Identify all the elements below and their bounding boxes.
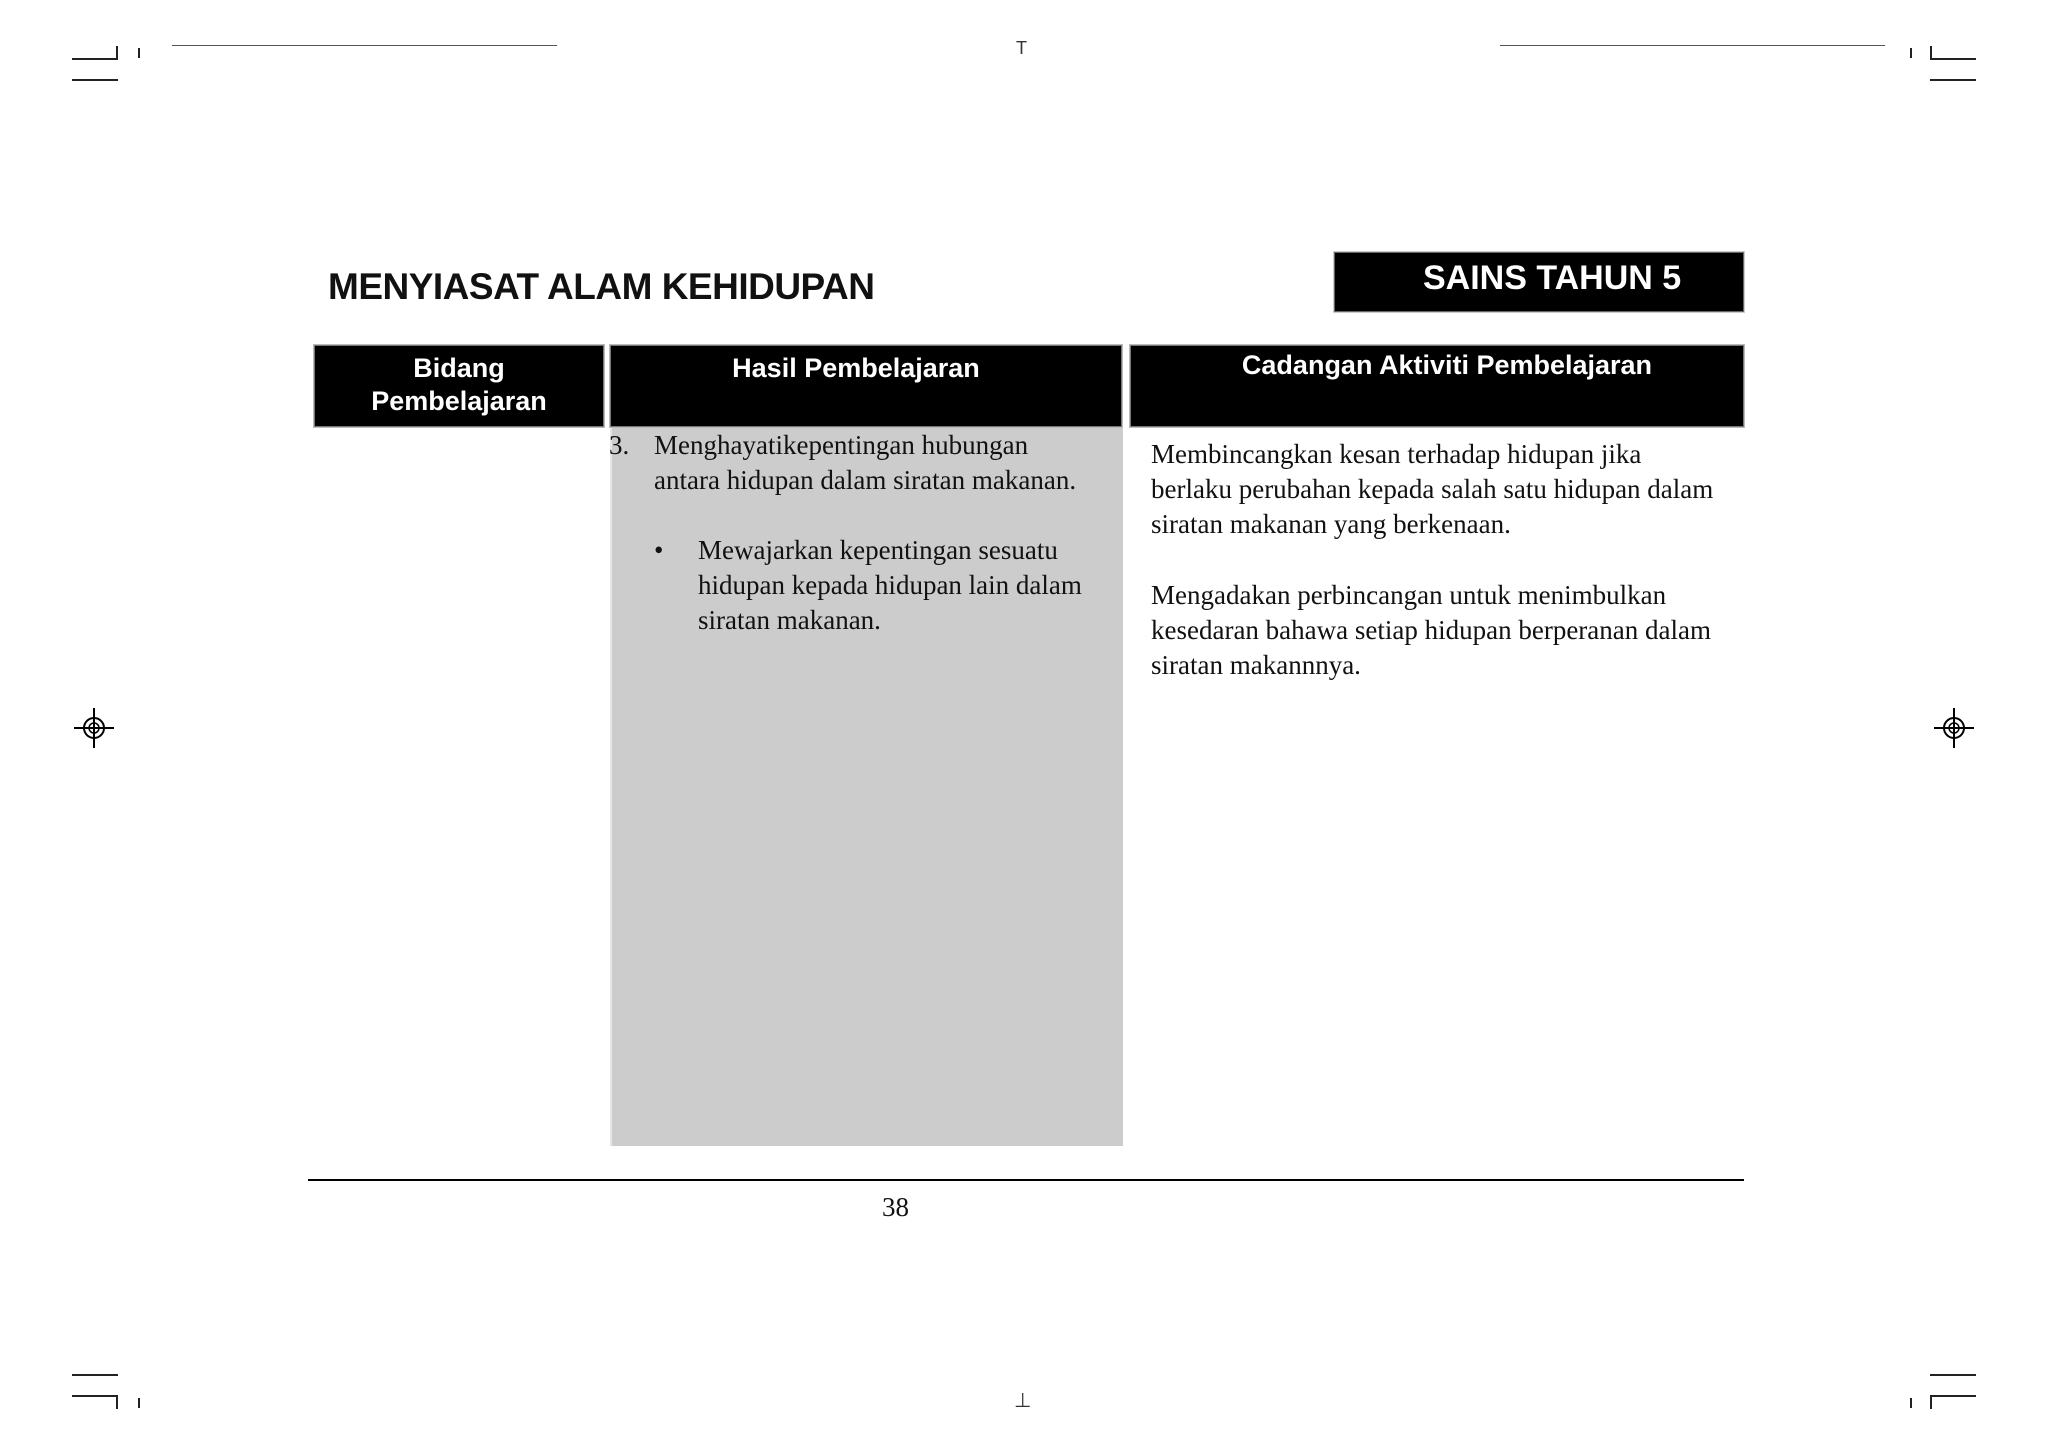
hasil-item-line: Menghayatikepentingan hubungan bbox=[654, 430, 1029, 460]
column-header-bidang-line1: Bidang bbox=[413, 353, 505, 383]
column-header-bidang bbox=[314, 345, 604, 427]
cadangan-line: Mengadakan perbincangan untuk menimbulkan bbox=[1151, 580, 1667, 610]
cadangan-line: kesedaran bahawa setiap hidupan berperanan dalam bbox=[1151, 615, 1711, 645]
cadangan-paragraph-1 bbox=[1151, 437, 1713, 542]
cadangan-line: siratan makanan yang berkenaan. bbox=[1151, 509, 1511, 539]
hasil-sub-item-line: siratan makanan. bbox=[698, 605, 881, 635]
hasil-sub-item-line: Mewajarkan kepentingan sesuatu bbox=[698, 535, 1058, 565]
column-header-bidang-line2: Pembelajaran bbox=[371, 386, 547, 416]
column-header-cadangan: Cadangan Aktiviti Pembelajaran bbox=[1130, 345, 1744, 427]
registration-crosshair-icon bbox=[1934, 708, 1974, 748]
cadangan-paragraph-2 bbox=[1151, 578, 1711, 683]
cadangan-line: siratan makannnya. bbox=[1151, 650, 1361, 680]
hasil-item-number: 3. bbox=[609, 430, 630, 460]
top-center-mark: T bbox=[1016, 38, 1027, 58]
hasil-item-text bbox=[654, 428, 1076, 498]
bidang-cell bbox=[314, 428, 604, 1146]
bottom-center-mark: ⊥ bbox=[1014, 1390, 1032, 1412]
cadangan-line: berlaku perubahan kepada salah satu hidupan dalam bbox=[1151, 474, 1714, 504]
footer-rule bbox=[308, 1179, 1744, 1181]
hasil-sub-item-text bbox=[698, 533, 1082, 638]
hasil-sub-bullet: • bbox=[654, 535, 664, 565]
cadangan-line: Membincangkan kesan terhadap hidupan jika bbox=[1151, 439, 1642, 469]
subject-badge: SAINS TAHUN 5 bbox=[1334, 252, 1744, 312]
column-header-hasil: Hasil Pembelajaran bbox=[610, 345, 1122, 427]
section-title: MENYIASAT ALAM KEHIDUPAN bbox=[328, 266, 875, 307]
registration-crosshair-icon bbox=[74, 708, 114, 748]
page-number: 38 bbox=[882, 1192, 909, 1222]
hasil-item-line: antara hidupan dalam siratan makanan. bbox=[654, 465, 1077, 495]
hasil-sub-item-line: hidupan kepada hidupan lain dalam bbox=[698, 570, 1082, 600]
